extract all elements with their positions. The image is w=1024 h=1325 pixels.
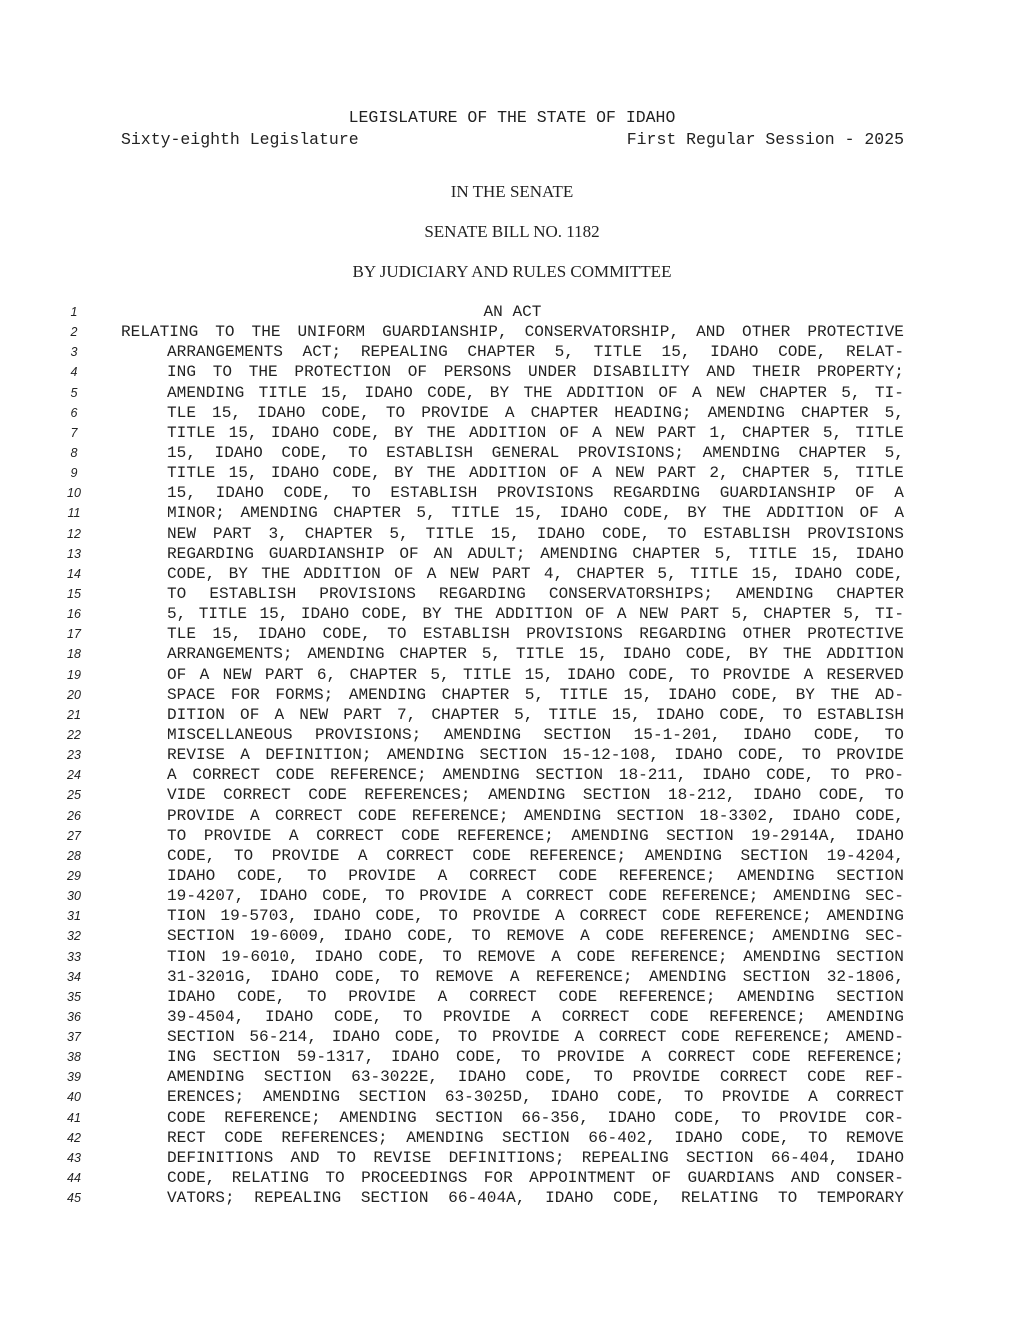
- line-text: RECT CODE REFERENCES; AMENDING SECTION 66-402, IDAHO CODE, TO REMOVE: [167, 1128, 904, 1147]
- line-text: AMENDING TITLE 15, IDAHO CODE, BY THE ADDITION OF A NEW CHAPTER 5, TI-: [167, 383, 904, 402]
- bill-sponsor: BY JUDICIARY AND RULES COMMITTEE: [352, 262, 672, 281]
- line-text: TO ESTABLISH PROVISIONS REGARDING CONSERVATORSHIPS; AMENDING CHAPTER: [167, 584, 904, 603]
- bill-line: [0, 806, 1024, 826]
- line-number: 34: [67, 969, 81, 984]
- line-number: 44: [67, 1171, 81, 1186]
- bill-line: [0, 705, 1024, 725]
- bill-line: [0, 1087, 1024, 1107]
- bill-line: [0, 1108, 1024, 1128]
- bill-line: [0, 584, 1024, 604]
- line-number: 36: [67, 1009, 81, 1024]
- bill-line: [0, 322, 1024, 342]
- bill-line: [0, 423, 1024, 443]
- line-text: DITION OF A NEW PART 7, CHAPTER 5, TITLE 15, IDAHO CODE, TO ESTABLISH: [167, 705, 904, 724]
- line-number: 18: [67, 647, 81, 662]
- line-text: TITLE 15, IDAHO CODE, BY THE ADDITION OF A NEW PART 2, CHAPTER 5, TITLE: [167, 464, 904, 483]
- line-number: 5: [70, 385, 78, 400]
- bill-line: [0, 906, 1024, 926]
- line-text: TLE 15, IDAHO CODE, TO ESTABLISH PROVISIONS REGARDING OTHER PROTECTIVE: [167, 625, 904, 644]
- line-text: AMENDING SECTION 63-3022E, IDAHO CODE, TO PROVIDE CORRECT CODE REF-: [167, 1068, 904, 1087]
- line-text: CODE REFERENCE; AMENDING SECTION 66-356, IDAHO CODE, TO PROVIDE COR-: [167, 1108, 904, 1127]
- line-text: IDAHO CODE, TO PROVIDE A CORRECT CODE REFERENCE; AMENDING SECTION: [167, 987, 904, 1006]
- bill-line: [0, 886, 1024, 906]
- bill-line: [0, 644, 1024, 664]
- line-text: VATORS; REPEALING SECTION 66-404A, IDAHO CODE, RELATING TO TEMPORARY: [167, 1189, 904, 1208]
- line-text: VIDE CORRECT CODE REFERENCES; AMENDING SECTION 18-212, IDAHO CODE, TO: [167, 786, 904, 805]
- bill-line: [0, 403, 1024, 423]
- line-number: 28: [67, 848, 81, 863]
- line-number: 40: [67, 1090, 81, 1105]
- bill-line: [0, 1188, 1024, 1208]
- line-text: IDAHO CODE, TO PROVIDE A CORRECT CODE REFERENCE; AMENDING SECTION: [167, 866, 904, 885]
- line-number: 43: [67, 1150, 81, 1165]
- line-text: 5, TITLE 15, IDAHO CODE, BY THE ADDITION OF A NEW PART 5, CHAPTER 5, TI-: [167, 605, 904, 624]
- line-text: MINOR; AMENDING CHAPTER 5, TITLE 15, IDAHO CODE, BY THE ADDITION OF A: [167, 504, 904, 523]
- line-text: TION 19-6010, IDAHO CODE, TO REMOVE A CODE REFERENCE; AMENDING SECTION: [167, 947, 904, 966]
- line-number: 41: [67, 1110, 81, 1125]
- line-text: TO PROVIDE A CORRECT CODE REFERENCE; AMENDING SECTION 19-2914A, IDAHO: [167, 826, 904, 845]
- bill-line: [0, 604, 1024, 624]
- line-number: 15: [67, 586, 81, 601]
- bill-line: [0, 1148, 1024, 1168]
- bill-line: [0, 785, 1024, 805]
- line-text: 31-3201G, IDAHO CODE, TO REMOVE A REFERENCE; AMENDING SECTION 32-1806,: [167, 967, 904, 986]
- line-text: TLE 15, IDAHO CODE, TO PROVIDE A CHAPTER HEADING; AMENDING CHAPTER 5,: [167, 403, 904, 422]
- line-text: ERENCES; AMENDING SECTION 63-3025D, IDAHO CODE, TO PROVIDE A CORRECT: [167, 1088, 904, 1107]
- line-number: 45: [67, 1191, 81, 1206]
- bill-line: [0, 524, 1024, 544]
- line-number: 38: [67, 1050, 81, 1065]
- line-text: 15, IDAHO CODE, TO ESTABLISH GENERAL PROVISIONS; AMENDING CHAPTER 5,: [167, 443, 904, 462]
- line-text: ING TO THE PROTECTION OF PERSONS UNDER DISABILITY AND THEIR PROPERTY;: [167, 363, 904, 382]
- bill-line: [0, 947, 1024, 967]
- line-number: 39: [67, 1070, 81, 1085]
- line-text: NEW PART 3, CHAPTER 5, TITLE 15, IDAHO CODE, TO ESTABLISH PROVISIONS: [167, 524, 904, 543]
- bill-line: [0, 503, 1024, 523]
- bill-line: [0, 564, 1024, 584]
- bill-text-lines: [0, 302, 1024, 1208]
- line-number: 13: [67, 546, 81, 561]
- bill-line: [0, 866, 1024, 886]
- line-number: 9: [70, 466, 78, 481]
- bill-line: [0, 967, 1024, 987]
- line-text: CODE, TO PROVIDE A CORRECT CODE REFERENCE; AMENDING SECTION 19-4204,: [167, 846, 904, 865]
- line-text: MISCELLANEOUS PROVISIONS; AMENDING SECTION 15-1-201, IDAHO CODE, TO: [167, 725, 904, 744]
- line-text: TITLE 15, IDAHO CODE, BY THE ADDITION OF A NEW PART 1, CHAPTER 5, TITLE: [167, 423, 904, 442]
- line-text: TION 19-5703, IDAHO CODE, TO PROVIDE A CORRECT CODE REFERENCE; AMENDING: [167, 907, 904, 926]
- bill-line: [0, 725, 1024, 745]
- line-number: 16: [67, 607, 81, 622]
- bill-line: [0, 544, 1024, 564]
- line-number: 35: [67, 989, 81, 1004]
- bill-line: [0, 1168, 1024, 1188]
- line-number: 7: [70, 425, 78, 440]
- line-number: 30: [67, 889, 81, 904]
- line-number: 23: [67, 748, 81, 763]
- bill-line: [0, 765, 1024, 785]
- bill-line: [0, 826, 1024, 846]
- session-label: First Regular Session - 2025: [626, 130, 904, 149]
- line-number: 4: [70, 365, 78, 380]
- bill-line: [0, 745, 1024, 765]
- line-number: 32: [67, 929, 81, 944]
- bill-line: [0, 987, 1024, 1007]
- line-number: 8: [70, 445, 78, 460]
- line-text: ING SECTION 59-1317, IDAHO CODE, TO PROVIDE A CORRECT CODE REFERENCE;: [167, 1048, 904, 1067]
- bill-line: [0, 362, 1024, 382]
- line-number: 14: [67, 566, 81, 581]
- line-text: RELATING TO THE UNIFORM GUARDIANSHIP, CONSERVATORSHIP, AND OTHER PROTECTIVE: [121, 323, 904, 342]
- bill-number: SENATE BILL NO. 1182: [424, 222, 600, 241]
- line-number: 19: [67, 667, 81, 682]
- line-number: 37: [67, 1030, 81, 1045]
- bill-line: [0, 624, 1024, 644]
- line-number: 21: [67, 707, 81, 722]
- session-row: [121, 130, 904, 150]
- line-number: 20: [67, 687, 81, 702]
- line-number: 29: [67, 868, 81, 883]
- bill-line: [0, 926, 1024, 946]
- line-number: 42: [67, 1130, 81, 1145]
- line-text: SPACE FOR FORMS; AMENDING CHAPTER 5, TITLE 15, IDAHO CODE, BY THE AD-: [167, 685, 904, 704]
- line-number: 3: [70, 345, 78, 360]
- line-text: PROVIDE A CORRECT CODE REFERENCE; AMENDING SECTION 18-3302, IDAHO CODE,: [167, 806, 904, 825]
- line-number: 6: [70, 405, 78, 420]
- line-text: SECTION 56-214, IDAHO CODE, TO PROVIDE A CORRECT CODE REFERENCE; AMEND-: [167, 1028, 904, 1047]
- line-number: 2: [70, 325, 78, 340]
- bill-line: [0, 665, 1024, 685]
- line-text: SECTION 19-6009, IDAHO CODE, TO REMOVE A CODE REFERENCE; AMENDING SEC-: [167, 927, 904, 946]
- line-number: 26: [67, 808, 81, 823]
- line-number: 27: [67, 828, 81, 843]
- bill-line: [0, 302, 1024, 322]
- legislature-number: Sixty-eighth Legislature: [121, 130, 359, 149]
- bill-line: [0, 1128, 1024, 1148]
- line-number: 12: [67, 526, 81, 541]
- bill-line: [0, 1007, 1024, 1027]
- line-text: DEFINITIONS AND TO REVISE DEFINITIONS; REPEALING SECTION 66-404, IDAHO: [167, 1148, 904, 1167]
- line-number: 11: [67, 506, 81, 521]
- line-number: 33: [67, 949, 81, 964]
- bill-line: [0, 685, 1024, 705]
- line-text: AN ACT: [483, 303, 542, 321]
- line-text: CODE, RELATING TO PROCEEDINGS FOR APPOINTMENT OF GUARDIANS AND CONSER-: [167, 1169, 904, 1188]
- line-text: 19-4207, IDAHO CODE, TO PROVIDE A CORRECT CODE REFERENCE; AMENDING SEC-: [167, 887, 904, 906]
- line-text: OF A NEW PART 6, CHAPTER 5, TITLE 15, IDAHO CODE, TO PROVIDE A RESERVED: [167, 665, 904, 684]
- bill-line: [0, 383, 1024, 403]
- line-number: 10: [67, 486, 81, 501]
- bill-line: [0, 342, 1024, 362]
- line-number: 31: [67, 909, 81, 924]
- legislature-title: LEGISLATURE OF THE STATE OF IDAHO: [348, 108, 676, 127]
- line-number: 17: [67, 627, 81, 642]
- line-number: 1: [70, 305, 78, 319]
- chamber-heading: IN THE SENATE: [450, 182, 574, 201]
- line-number: 25: [67, 788, 81, 803]
- bill-line: [0, 1047, 1024, 1067]
- bill-line: [0, 443, 1024, 463]
- line-text: REVISE A DEFINITION; AMENDING SECTION 15-12-108, IDAHO CODE, TO PROVIDE: [167, 746, 904, 765]
- line-text: ARRANGEMENTS ACT; REPEALING CHAPTER 5, TITLE 15, IDAHO CODE, RELAT-: [167, 343, 904, 362]
- line-text: REGARDING GUARDIANSHIP OF AN ADULT; AMENDING CHAPTER 5, TITLE 15, IDAHO: [167, 544, 904, 563]
- line-text: A CORRECT CODE REFERENCE; AMENDING SECTION 18-211, IDAHO CODE, TO PRO-: [167, 766, 904, 785]
- bill-line: [0, 483, 1024, 503]
- line-number: 24: [67, 768, 81, 783]
- line-text: 39-4504, IDAHO CODE, TO PROVIDE A CORRECT CODE REFERENCE; AMENDING: [167, 1007, 904, 1026]
- line-text: CODE, BY THE ADDITION OF A NEW PART 4, CHAPTER 5, TITLE 15, IDAHO CODE,: [167, 564, 904, 583]
- bill-line: [0, 463, 1024, 483]
- line-text: 15, IDAHO CODE, TO ESTABLISH PROVISIONS REGARDING GUARDIANSHIP OF A: [167, 484, 904, 503]
- bill-line: [0, 1067, 1024, 1087]
- bill-line: [0, 846, 1024, 866]
- line-number: 22: [67, 727, 81, 742]
- bill-line: [0, 1027, 1024, 1047]
- line-text: ARRANGEMENTS; AMENDING CHAPTER 5, TITLE 15, IDAHO CODE, BY THE ADDITION: [167, 645, 904, 664]
